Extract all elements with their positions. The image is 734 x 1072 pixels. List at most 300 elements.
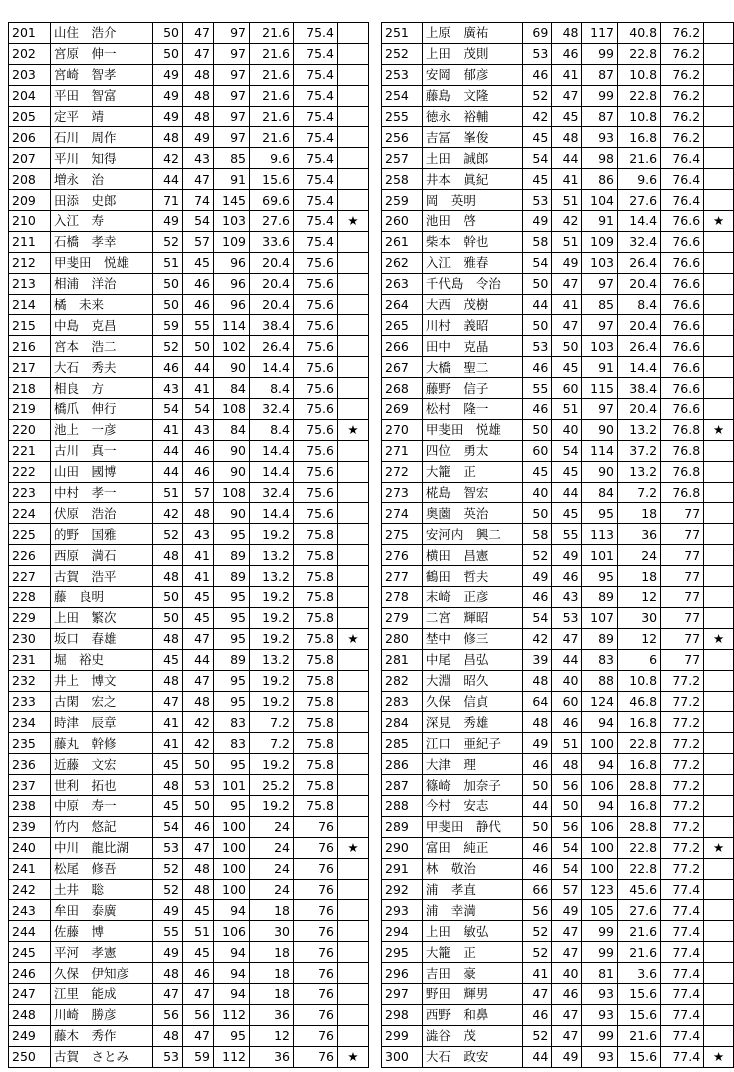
row-number: 204 bbox=[9, 85, 51, 106]
score-b: 49 bbox=[552, 1046, 582, 1067]
row-number: 286 bbox=[382, 754, 423, 775]
score-e: 75.8 bbox=[294, 545, 338, 566]
score-b: 46 bbox=[552, 43, 582, 64]
table-row bbox=[382, 607, 734, 628]
score-b: 48 bbox=[183, 503, 214, 524]
score-e: 76 bbox=[294, 942, 338, 963]
player-name: 柴本 幹也 bbox=[422, 231, 522, 252]
row-number: 234 bbox=[9, 712, 51, 733]
star-mark-icon bbox=[338, 106, 369, 127]
row-number: 211 bbox=[9, 231, 51, 252]
table-row bbox=[382, 64, 734, 85]
score-b: 41 bbox=[183, 566, 214, 587]
score-d: 18 bbox=[250, 983, 294, 1004]
star-mark-icon bbox=[704, 587, 734, 608]
score-a: 53 bbox=[153, 1046, 183, 1067]
score-total: 89 bbox=[582, 628, 618, 649]
row-number: 283 bbox=[382, 691, 423, 712]
score-b: 46 bbox=[183, 440, 214, 461]
player-name: 土田 誠郎 bbox=[422, 148, 522, 169]
table-row bbox=[9, 879, 369, 900]
score-b: 47 bbox=[183, 983, 214, 1004]
row-number: 282 bbox=[382, 670, 423, 691]
score-e: 75.6 bbox=[294, 315, 338, 336]
score-total: 103 bbox=[582, 336, 618, 357]
score-d: 6 bbox=[617, 649, 660, 670]
table-row bbox=[382, 858, 734, 879]
row-number: 254 bbox=[382, 85, 423, 106]
score-e: 75.8 bbox=[294, 524, 338, 545]
score-total: 97 bbox=[214, 85, 250, 106]
score-b: 47 bbox=[183, 628, 214, 649]
score-b: 60 bbox=[552, 691, 582, 712]
score-total: 107 bbox=[582, 607, 618, 628]
star-mark-icon bbox=[338, 43, 369, 64]
score-e: 77 bbox=[661, 607, 704, 628]
row-number: 276 bbox=[382, 545, 423, 566]
score-b: 54 bbox=[552, 440, 582, 461]
row-number: 201 bbox=[9, 23, 51, 44]
row-number: 289 bbox=[382, 816, 423, 837]
player-name: 大石 政安 bbox=[422, 1046, 522, 1067]
score-a: 48 bbox=[153, 545, 183, 566]
table-row bbox=[382, 691, 734, 712]
score-b: 48 bbox=[183, 858, 214, 879]
score-d: 32.4 bbox=[617, 231, 660, 252]
player-name: 大籠 正 bbox=[422, 461, 522, 482]
player-name: 大籠 正 bbox=[422, 942, 522, 963]
score-b: 51 bbox=[552, 190, 582, 211]
score-a: 41 bbox=[153, 733, 183, 754]
player-name: 浦 孝直 bbox=[422, 879, 522, 900]
score-d: 14.4 bbox=[250, 461, 294, 482]
score-a: 44 bbox=[522, 294, 551, 315]
table-row bbox=[382, 545, 734, 566]
player-name: 鶴田 哲夫 bbox=[422, 566, 522, 587]
star-mark-icon bbox=[704, 461, 734, 482]
score-b: 42 bbox=[183, 712, 214, 733]
score-total: 97 bbox=[214, 106, 250, 127]
score-d: 21.6 bbox=[617, 148, 660, 169]
star-mark-icon bbox=[704, 503, 734, 524]
score-d: 21.6 bbox=[250, 43, 294, 64]
star-mark-icon bbox=[338, 733, 369, 754]
star-mark-icon bbox=[704, 399, 734, 420]
score-d: 21.6 bbox=[250, 127, 294, 148]
table-row bbox=[9, 23, 369, 44]
score-total: 112 bbox=[214, 1046, 250, 1067]
score-b: 56 bbox=[183, 1004, 214, 1025]
score-d: 13.2 bbox=[250, 545, 294, 566]
score-total: 101 bbox=[214, 775, 250, 796]
table-row bbox=[382, 190, 734, 211]
score-d: 45.6 bbox=[617, 879, 660, 900]
row-number: 260 bbox=[382, 211, 423, 232]
score-e: 75.4 bbox=[294, 43, 338, 64]
score-d: 18 bbox=[617, 566, 660, 587]
star-mark-icon bbox=[704, 482, 734, 503]
score-e: 76.6 bbox=[661, 315, 704, 336]
score-d: 13.2 bbox=[250, 566, 294, 587]
score-a: 54 bbox=[153, 816, 183, 837]
score-e: 76.6 bbox=[661, 357, 704, 378]
table-row bbox=[9, 461, 369, 482]
row-number: 232 bbox=[9, 670, 51, 691]
star-mark-icon bbox=[338, 64, 369, 85]
score-total: 97 bbox=[582, 273, 618, 294]
player-name: 近藤 文宏 bbox=[51, 754, 153, 775]
score-a: 48 bbox=[153, 628, 183, 649]
star-mark-icon: ★ bbox=[704, 211, 734, 232]
score-total: 99 bbox=[582, 85, 618, 106]
player-name: 今村 安志 bbox=[422, 795, 522, 816]
star-mark-icon bbox=[338, 23, 369, 44]
score-total: 90 bbox=[582, 461, 618, 482]
score-d: 24 bbox=[250, 858, 294, 879]
player-name: 川崎 勝彦 bbox=[51, 1004, 153, 1025]
player-name: 古川 真一 bbox=[51, 440, 153, 461]
score-e: 75.4 bbox=[294, 190, 338, 211]
score-a: 54 bbox=[153, 399, 183, 420]
player-name: 甲斐田 静代 bbox=[422, 816, 522, 837]
score-d: 24 bbox=[250, 837, 294, 858]
score-b: 60 bbox=[552, 378, 582, 399]
player-name: 中島 克昌 bbox=[51, 315, 153, 336]
star-mark-icon bbox=[704, 963, 734, 984]
score-b: 48 bbox=[552, 23, 582, 44]
row-number: 203 bbox=[9, 64, 51, 85]
score-total: 94 bbox=[582, 712, 618, 733]
table-row bbox=[9, 378, 369, 399]
player-name: 大津 理 bbox=[422, 754, 522, 775]
score-e: 77.4 bbox=[661, 983, 704, 1004]
star-mark-icon bbox=[704, 607, 734, 628]
score-a: 45 bbox=[153, 795, 183, 816]
score-d: 8.4 bbox=[250, 419, 294, 440]
score-b: 50 bbox=[183, 795, 214, 816]
score-a: 55 bbox=[522, 378, 551, 399]
star-mark-icon bbox=[704, 566, 734, 587]
star-mark-icon bbox=[338, 566, 369, 587]
table-row bbox=[9, 503, 369, 524]
score-total: 90 bbox=[214, 461, 250, 482]
score-d: 18 bbox=[250, 963, 294, 984]
score-total: 84 bbox=[214, 378, 250, 399]
score-d: 32.4 bbox=[250, 482, 294, 503]
star-mark-icon bbox=[704, 357, 734, 378]
row-number: 241 bbox=[9, 858, 51, 879]
player-name: 西原 満石 bbox=[51, 545, 153, 566]
score-e: 77.2 bbox=[661, 691, 704, 712]
star-mark-icon bbox=[338, 252, 369, 273]
player-name: 牟田 泰廣 bbox=[51, 900, 153, 921]
star-mark-icon bbox=[704, 294, 734, 315]
row-number: 246 bbox=[9, 963, 51, 984]
row-number: 266 bbox=[382, 336, 423, 357]
player-name: 藤丸 幹修 bbox=[51, 733, 153, 754]
score-b: 51 bbox=[552, 399, 582, 420]
score-d: 33.6 bbox=[250, 231, 294, 252]
score-total: 100 bbox=[214, 858, 250, 879]
score-b: 44 bbox=[183, 357, 214, 378]
player-name: 千代島 令治 bbox=[422, 273, 522, 294]
row-number: 219 bbox=[9, 399, 51, 420]
score-e: 75.4 bbox=[294, 106, 338, 127]
score-d: 19.2 bbox=[250, 587, 294, 608]
score-d: 12 bbox=[617, 628, 660, 649]
star-mark-icon bbox=[704, 733, 734, 754]
score-a: 44 bbox=[522, 1046, 551, 1067]
star-mark-icon: ★ bbox=[338, 419, 369, 440]
row-number: 239 bbox=[9, 816, 51, 837]
score-d: 8.4 bbox=[617, 294, 660, 315]
table-row bbox=[9, 524, 369, 545]
player-name: 上原 廣祐 bbox=[422, 23, 522, 44]
player-name: 深見 秀雄 bbox=[422, 712, 522, 733]
score-a: 56 bbox=[522, 900, 551, 921]
player-name: 石橋 孝幸 bbox=[51, 231, 153, 252]
star-mark-icon bbox=[338, 524, 369, 545]
score-d: 13.2 bbox=[617, 461, 660, 482]
row-number: 280 bbox=[382, 628, 423, 649]
score-d: 14.4 bbox=[617, 357, 660, 378]
star-mark-icon bbox=[338, 775, 369, 796]
star-mark-icon bbox=[338, 127, 369, 148]
score-e: 76 bbox=[294, 1046, 338, 1067]
star-mark-icon bbox=[338, 85, 369, 106]
score-b: 47 bbox=[183, 169, 214, 190]
score-b: 51 bbox=[552, 733, 582, 754]
player-name: 奥薗 英治 bbox=[422, 503, 522, 524]
score-b: 47 bbox=[183, 1025, 214, 1046]
score-total: 94 bbox=[214, 942, 250, 963]
score-e: 77 bbox=[661, 649, 704, 670]
table-row bbox=[382, 399, 734, 420]
score-b: 49 bbox=[183, 127, 214, 148]
row-number: 212 bbox=[9, 252, 51, 273]
score-b: 49 bbox=[552, 252, 582, 273]
score-e: 75.4 bbox=[294, 231, 338, 252]
score-e: 75.4 bbox=[294, 127, 338, 148]
score-a: 53 bbox=[522, 336, 551, 357]
player-name: 坂口 春雄 bbox=[51, 628, 153, 649]
score-d: 10.8 bbox=[617, 106, 660, 127]
score-a: 66 bbox=[522, 879, 551, 900]
player-name: 的野 国雅 bbox=[51, 524, 153, 545]
score-d: 18 bbox=[250, 900, 294, 921]
score-b: 43 bbox=[552, 587, 582, 608]
score-b: 47 bbox=[183, 837, 214, 858]
score-e: 75.8 bbox=[294, 775, 338, 796]
player-name: 上田 敏弘 bbox=[422, 921, 522, 942]
score-total: 90 bbox=[582, 419, 618, 440]
score-a: 47 bbox=[153, 983, 183, 1004]
star-mark-icon bbox=[704, 64, 734, 85]
star-mark-icon bbox=[338, 440, 369, 461]
star-mark-icon bbox=[704, 670, 734, 691]
row-number: 279 bbox=[382, 607, 423, 628]
table-row bbox=[382, 43, 734, 64]
score-b: 46 bbox=[183, 273, 214, 294]
table-row bbox=[9, 837, 369, 858]
player-name: 田添 史郎 bbox=[51, 190, 153, 211]
score-total: 98 bbox=[582, 148, 618, 169]
score-e: 75.6 bbox=[294, 294, 338, 315]
score-b: 48 bbox=[183, 106, 214, 127]
row-number: 225 bbox=[9, 524, 51, 545]
table-row bbox=[382, 294, 734, 315]
score-total: 105 bbox=[582, 900, 618, 921]
player-name: 椛島 智宏 bbox=[422, 482, 522, 503]
player-name: 大石 秀夫 bbox=[51, 357, 153, 378]
table-row bbox=[9, 691, 369, 712]
score-b: 45 bbox=[183, 607, 214, 628]
player-name: 相浦 洋治 bbox=[51, 273, 153, 294]
table-row bbox=[9, 628, 369, 649]
score-total: 97 bbox=[214, 64, 250, 85]
score-total: 89 bbox=[582, 587, 618, 608]
score-a: 45 bbox=[153, 754, 183, 775]
row-number: 210 bbox=[9, 211, 51, 232]
score-d: 7.2 bbox=[250, 733, 294, 754]
star-mark-icon bbox=[704, 440, 734, 461]
row-number: 258 bbox=[382, 169, 423, 190]
score-a: 53 bbox=[522, 43, 551, 64]
star-mark-icon: ★ bbox=[704, 419, 734, 440]
star-mark-icon bbox=[704, 148, 734, 169]
score-total: 100 bbox=[214, 879, 250, 900]
score-d: 25.2 bbox=[250, 775, 294, 796]
score-a: 48 bbox=[153, 670, 183, 691]
player-name: 古賀 さとみ bbox=[51, 1046, 153, 1067]
table-row bbox=[9, 566, 369, 587]
player-name: 藤野 信子 bbox=[422, 378, 522, 399]
star-mark-icon bbox=[704, 524, 734, 545]
score-d: 18 bbox=[250, 942, 294, 963]
row-number: 242 bbox=[9, 879, 51, 900]
score-total: 84 bbox=[582, 482, 618, 503]
star-mark-icon bbox=[338, 670, 369, 691]
score-d: 13.2 bbox=[617, 419, 660, 440]
player-name: 野田 輝男 bbox=[422, 983, 522, 1004]
star-mark-icon bbox=[338, 691, 369, 712]
score-total: 95 bbox=[214, 795, 250, 816]
score-e: 76.2 bbox=[661, 106, 704, 127]
score-a: 49 bbox=[522, 211, 551, 232]
score-b: 57 bbox=[183, 482, 214, 503]
score-a: 42 bbox=[153, 503, 183, 524]
player-name: 山住 浩介 bbox=[51, 23, 153, 44]
star-mark-icon bbox=[338, 942, 369, 963]
score-a: 49 bbox=[153, 85, 183, 106]
score-e: 75.6 bbox=[294, 503, 338, 524]
player-name: 入江 寿 bbox=[51, 211, 153, 232]
score-a: 50 bbox=[153, 294, 183, 315]
player-name: 二宮 輝昭 bbox=[422, 607, 522, 628]
score-d: 8.4 bbox=[250, 378, 294, 399]
score-total: 94 bbox=[582, 795, 618, 816]
player-name: 藤島 文隆 bbox=[422, 85, 522, 106]
score-a: 45 bbox=[522, 127, 551, 148]
score-total: 96 bbox=[214, 294, 250, 315]
score-total: 95 bbox=[214, 754, 250, 775]
star-mark-icon: ★ bbox=[704, 837, 734, 858]
score-total: 83 bbox=[582, 649, 618, 670]
score-e: 75.4 bbox=[294, 169, 338, 190]
score-e: 76 bbox=[294, 921, 338, 942]
score-total: 91 bbox=[582, 211, 618, 232]
score-d: 15.6 bbox=[617, 983, 660, 1004]
player-name: 埜中 修三 bbox=[422, 628, 522, 649]
table-row bbox=[382, 419, 734, 440]
score-a: 46 bbox=[522, 399, 551, 420]
score-d: 22.8 bbox=[617, 43, 660, 64]
score-e: 76.6 bbox=[661, 294, 704, 315]
score-b: 48 bbox=[183, 64, 214, 85]
score-d: 15.6 bbox=[617, 1004, 660, 1025]
score-b: 43 bbox=[183, 148, 214, 169]
table-row bbox=[9, 315, 369, 336]
table-row bbox=[382, 148, 734, 169]
score-b: 40 bbox=[552, 670, 582, 691]
table-row bbox=[382, 733, 734, 754]
score-e: 76.4 bbox=[661, 169, 704, 190]
score-b: 41 bbox=[552, 64, 582, 85]
score-e: 77.2 bbox=[661, 858, 704, 879]
row-number: 265 bbox=[382, 315, 423, 336]
score-a: 48 bbox=[522, 712, 551, 733]
row-number: 238 bbox=[9, 795, 51, 816]
player-name: 江里 能成 bbox=[51, 983, 153, 1004]
score-a: 50 bbox=[522, 419, 551, 440]
row-number: 277 bbox=[382, 566, 423, 587]
table-row bbox=[9, 357, 369, 378]
row-number: 250 bbox=[9, 1046, 51, 1067]
row-number: 272 bbox=[382, 461, 423, 482]
table-row bbox=[382, 837, 734, 858]
score-b: 51 bbox=[183, 921, 214, 942]
player-name: 久保 伊知彦 bbox=[51, 963, 153, 984]
score-a: 58 bbox=[522, 524, 551, 545]
player-name: 中川 龍比湖 bbox=[51, 837, 153, 858]
table-row bbox=[9, 1046, 369, 1067]
row-number: 293 bbox=[382, 900, 423, 921]
score-total: 99 bbox=[582, 1025, 618, 1046]
score-b: 44 bbox=[552, 649, 582, 670]
row-number: 220 bbox=[9, 419, 51, 440]
score-b: 47 bbox=[552, 1004, 582, 1025]
table-row bbox=[9, 399, 369, 420]
table-row bbox=[382, 649, 734, 670]
score-a: 43 bbox=[153, 378, 183, 399]
score-d: 19.2 bbox=[250, 795, 294, 816]
score-e: 75.6 bbox=[294, 461, 338, 482]
player-name: 橘 未来 bbox=[51, 294, 153, 315]
score-b: 46 bbox=[183, 963, 214, 984]
score-total: 87 bbox=[582, 64, 618, 85]
score-total: 81 bbox=[582, 963, 618, 984]
score-total: 94 bbox=[582, 754, 618, 775]
score-d: 21.6 bbox=[250, 106, 294, 127]
score-b: 47 bbox=[552, 85, 582, 106]
star-mark-icon bbox=[338, 315, 369, 336]
score-e: 76.2 bbox=[661, 43, 704, 64]
score-e: 77 bbox=[661, 566, 704, 587]
player-name: 堀 裕史 bbox=[51, 649, 153, 670]
star-mark-icon bbox=[338, 712, 369, 733]
table-row bbox=[9, 795, 369, 816]
score-total: 97 bbox=[214, 23, 250, 44]
